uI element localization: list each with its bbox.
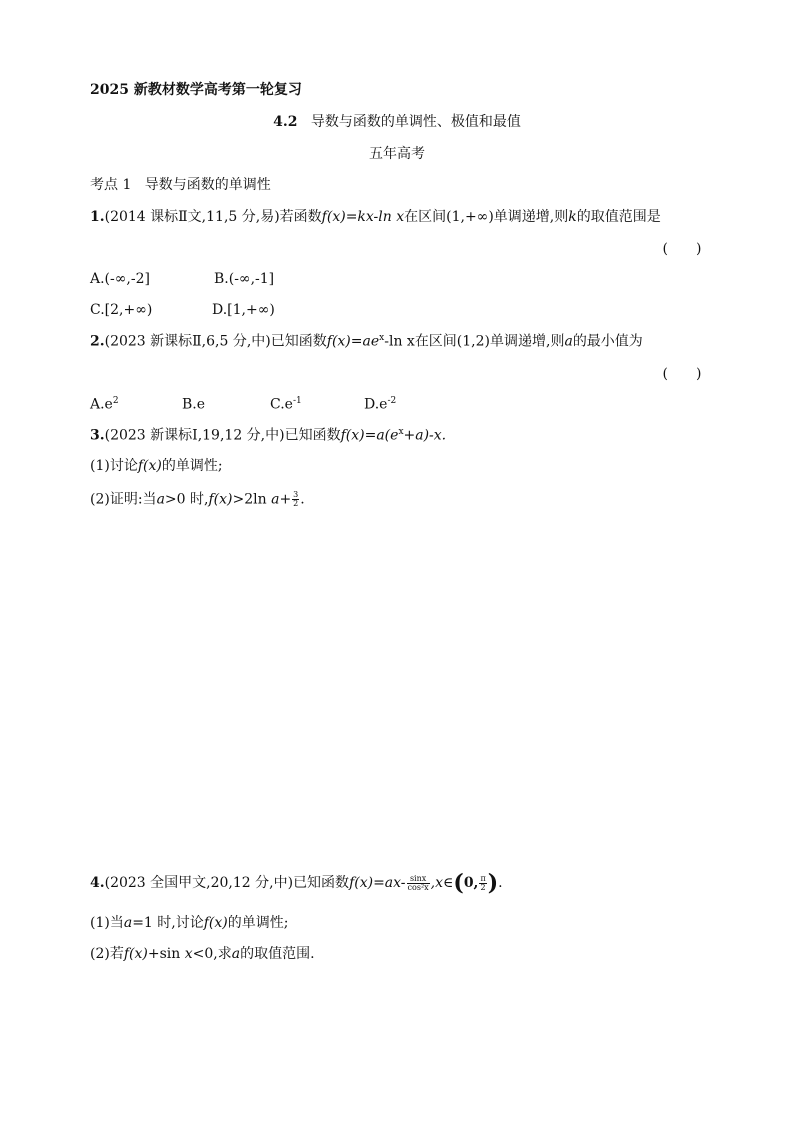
option-b: B.e <box>182 396 206 413</box>
question-1-stem: 1.(2014 课标Ⅱ文,11,5 分,易)若函数f(x)=kx-ln x在区间(1,+∞)单调递增,则k的取值范围是 <box>90 209 661 225</box>
question-number: 1. <box>90 209 105 225</box>
question-3-part-2: (2)证明:当a>0 时,f(x)>2ln a+ $\frac{3}{2}$ . <box>90 490 305 508</box>
option-a: $A.e^2$ <box>90 396 119 413</box>
answer-bracket: ( ) <box>662 241 702 257</box>
question-4-stem: 4.(2023 全国甲文,20,12 分,中)已知函数f(x)=ax- $\frac{\sin x}{\text{cos²x}}$ ,x∈(0, $\frac{\pi}{2}$ ). <box>90 870 503 896</box>
interval-open-paren: ( <box>453 870 464 896</box>
section-number: 4.2 <box>273 114 298 130</box>
topic-title: 导数与函数的单调性 <box>144 177 271 193</box>
question-number: 4. <box>90 875 105 891</box>
fraction: $\frac{3}{2}$ <box>293 490 299 508</box>
interval-close-paren: ) <box>487 870 499 896</box>
question-source: (2023 新课标Ⅰ,19,12 分,中) <box>104 427 285 444</box>
question-2-stem: 2.(2023 新课标Ⅱ,6,5 分,中)已知函数$f(x)=ae^x-\ln$ x在区间(1,2)单调递增,则a的最小值为 <box>90 333 643 350</box>
question-3-part-1: (1)讨论f(x)的单调性; <box>90 458 223 474</box>
option-c: C.[2,+∞) <box>90 302 153 318</box>
question-4-part-1: (1)当a=1 时,讨论f(x)的单调性; <box>90 915 289 931</box>
option-a: A.(-∞,-2] <box>90 271 150 287</box>
series-title: 2025 新教材数学高考第一轮复习 <box>90 82 302 98</box>
fraction: $\frac{\pi}{2}$ <box>480 873 486 892</box>
topic-heading <box>90 177 271 195</box>
question-4-part-2: (2)若f(x)+sin x<0,求a的取值范围. <box>90 946 315 962</box>
question-source: (2023 全国甲文,20,12 分,中) <box>104 875 294 891</box>
question-3-stem: 3.(2023 新课标Ⅰ,19,12 分,中)已知函数$f(x)=a(e^x+a)-x$. <box>90 427 447 444</box>
fraction: $\frac{\sin x}{\text{cos²x}}$ <box>407 873 429 892</box>
topic-label: 考点 1 <box>90 177 132 193</box>
option-b: B.(-∞,-1] <box>214 271 275 287</box>
question-number: 2. <box>90 333 105 350</box>
option-d: $D.e^{-2}$ <box>364 396 397 413</box>
question-source: (2014 课标Ⅱ文,11,5 分,易) <box>104 209 280 225</box>
answer-bracket: ( ) <box>662 366 702 382</box>
question-number: 3. <box>90 427 105 444</box>
option-d: D.[1,+∞) <box>212 302 275 318</box>
section-title <box>0 114 794 132</box>
page-subtitle: 五年高考 <box>369 146 425 162</box>
option-c: $C.e^{-1}$ <box>270 396 302 413</box>
section-name: 导数与函数的单调性、极值和最值 <box>310 114 521 130</box>
question-source: (2023 新课标Ⅱ,6,5 分,中) <box>104 333 271 350</box>
